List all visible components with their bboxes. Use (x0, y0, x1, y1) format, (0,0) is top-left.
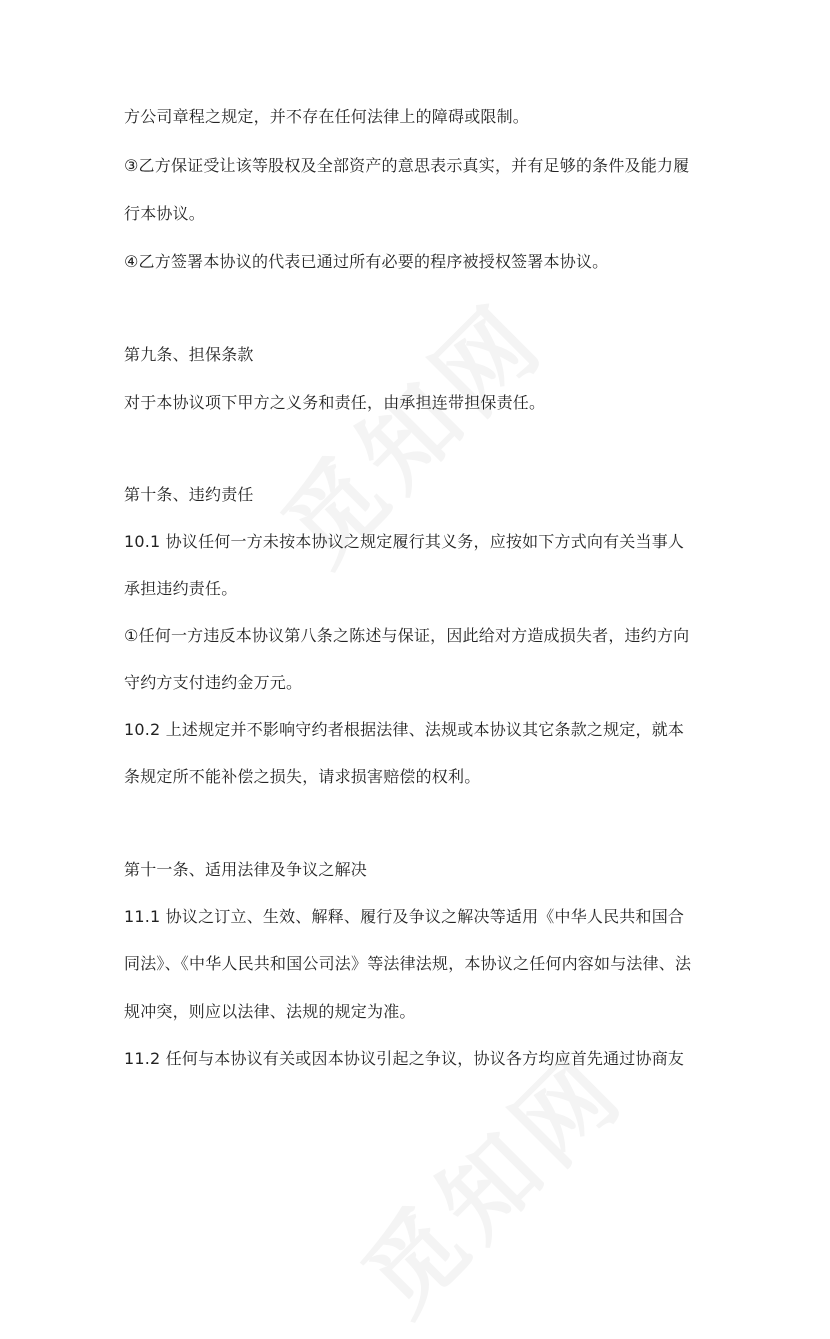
body-text-line: 条规定所不能补偿之损失，请求损害赔偿的权利。 (124, 767, 481, 786)
body-text-line: 承担违约责任。 (124, 579, 238, 598)
body-text-line: ①任何一方违反本协议第八条之陈述与保证，因此给对方造成损失者，违约方向 (124, 626, 690, 645)
body-text-line: 11.2 任何与本协议有关或因本协议引起之争议，协议各方均应首先通过协商友 (124, 1049, 685, 1068)
body-text-line: ④乙方签署本协议的代表已通过所有必要的程序被授权签署本协议。 (124, 252, 609, 271)
section-heading: 第九条、担保条款 (124, 345, 254, 364)
section-heading: 第十一条、适用法律及争议之解决 (124, 860, 368, 879)
body-text-line: 同法》、《中华人民共和国公司法》等法律法规，本协议之任何内容如与法律、法 (124, 954, 692, 973)
body-text-line: 对于本协议项下甲方之义务和责任，由承担连带担保责任。 (124, 393, 546, 412)
body-text-line: ③乙方保证受让该等股权及全部资产的意思表示真实，并有足够的条件及能力履 (124, 156, 690, 175)
body-text-line: 规冲突，则应以法律、法规的规定为准。 (124, 1002, 416, 1021)
section-heading: 第十条、违约责任 (124, 485, 254, 504)
body-text-line: 行本协议。 (124, 204, 206, 223)
body-text-line: 11.1 协议之订立、生效、解释、履行及争议之解决等适用《中华人民共和国合 (124, 907, 685, 926)
body-text-line: 方公司章程之规定，并不存在任何法律上的障碍或限制。 (124, 107, 530, 126)
body-text-line: 10.2 上述规定并不影响守约者根据法律、法规或本协议其它条款之规定，就本 (124, 720, 685, 739)
body-text-line: 10.1 协议任何一方未按本协议之规定履行其义务，应按如下方式向有关当事人 (124, 532, 685, 551)
body-text-line: 守约方支付违约金万元。 (124, 673, 303, 692)
